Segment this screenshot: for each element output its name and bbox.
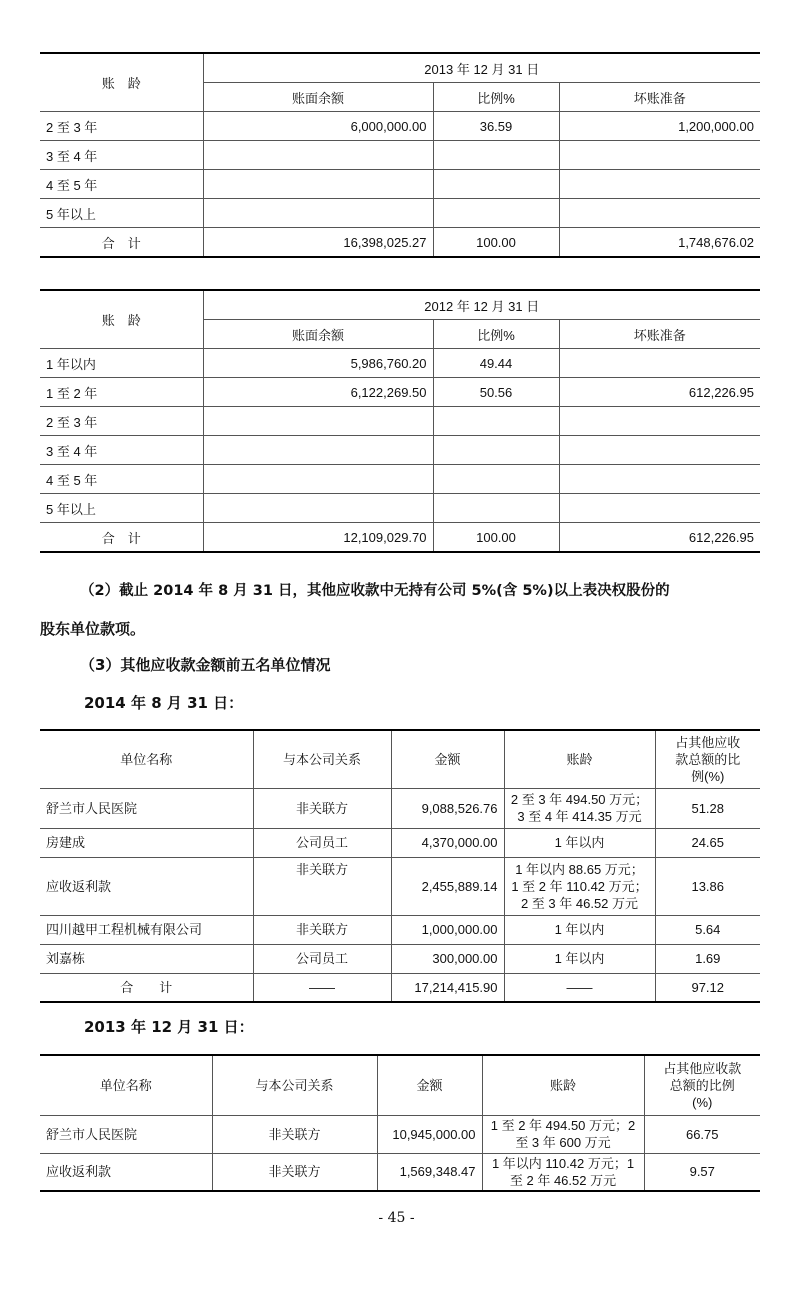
top5-table-2013: [40, 1054, 760, 1192]
row-ratio: 24.65: [655, 828, 760, 857]
row-provision: [559, 349, 760, 378]
row-ratio: [433, 170, 559, 199]
row-age: 4 至 5 年: [40, 465, 203, 494]
header-provision: 坏账准备: [559, 320, 760, 349]
row-age-line: 至 3 年 600 万元: [515, 1135, 611, 1150]
row-balance: 5,986,760.20: [203, 349, 433, 378]
aging-table-2012: [40, 289, 760, 553]
row-name: 舒兰市人民医院: [40, 1115, 212, 1153]
row-name: 房建成: [40, 828, 253, 857]
total-ratio: 100.00: [433, 523, 559, 553]
row-age: 5 年以上: [40, 494, 203, 523]
row-relation: 非关联方: [253, 857, 391, 915]
row-ratio: 50.56: [433, 378, 559, 407]
row-name: 刘嘉栋: [40, 944, 253, 973]
total-label: 合 计: [101, 235, 141, 251]
row-ratio: 5.64: [655, 915, 760, 944]
row-amount: 10,945,000.00: [377, 1115, 482, 1153]
row-age-line: 2 至 3 年 494.50 万元；: [510, 792, 649, 807]
table-row: [40, 494, 760, 523]
header-name: 单位名称: [40, 1055, 212, 1115]
row-age-line: 1 至 2 年 110.42 万元；: [511, 878, 648, 894]
paragraph-2-line2: 股东单位款项。: [40, 620, 146, 638]
row-age: 1 年以内: [504, 944, 655, 973]
row-balance: [203, 170, 433, 199]
row-relation: 非关联方: [253, 915, 391, 944]
header-ratio-line: 占其他应收款: [663, 1060, 742, 1076]
paragraph-3: （3）其他应收款金额前五名单位情况: [80, 656, 331, 674]
total-row: [40, 228, 760, 258]
date-heading-2014: 2014 年 8 月 31 日：: [84, 694, 244, 712]
row-amount: 4,370,000.00: [391, 828, 504, 857]
header-ratio: 比例%: [433, 83, 559, 112]
row-provision: [559, 407, 760, 436]
row-age-line: 3 至 4 年 414.35 万元: [517, 809, 642, 824]
table-row: [40, 349, 760, 378]
header-name: 单位名称: [40, 730, 253, 788]
page-number: - 45 -: [378, 1210, 415, 1226]
total-label: 合 计: [101, 530, 141, 546]
table-row: [40, 857, 760, 915]
header-age: 账龄: [504, 730, 655, 788]
table-row: [40, 141, 760, 170]
total-provision: 612,226.95: [559, 523, 760, 553]
row-ratio: [433, 465, 559, 494]
row-ratio: 49.44: [433, 349, 559, 378]
row-balance: [203, 494, 433, 523]
row-age: 3 至 4 年: [40, 141, 203, 170]
row-age: 4 至 5 年: [40, 170, 203, 199]
table-row: [40, 436, 760, 465]
row-age: 1 至 2 年: [40, 378, 203, 407]
row-ratio: [433, 494, 559, 523]
row-age: 3 至 4 年: [40, 436, 203, 465]
paragraph-2-line1: （2）截止 2014 年 8 月 31 日，其他应收款中无持有公司 5%(含 5%)以上表决权股份的: [80, 583, 670, 599]
row-provision: [559, 436, 760, 465]
row-relation: 公司员工: [253, 944, 391, 973]
table-row: [40, 788, 760, 828]
table-row: [40, 170, 760, 199]
header-amount: 金额: [391, 730, 504, 788]
row-balance: [203, 465, 433, 494]
row-ratio: 13.86: [655, 857, 760, 915]
header-balance: 账面余额: [203, 320, 433, 349]
row-balance: [203, 141, 433, 170]
header-ratio: [655, 730, 760, 788]
table-row: [40, 828, 760, 857]
row-age: 2 至 3 年: [40, 407, 203, 436]
row-balance: [203, 407, 433, 436]
row-provision: [559, 141, 760, 170]
row-amount: 1,569,348.47: [377, 1153, 482, 1191]
total-ratio: 97.12: [655, 973, 760, 1002]
row-name: 舒兰市人民医院: [40, 788, 253, 828]
row-name: 应收返利款: [40, 857, 253, 915]
header-relation: 与本公司关系: [212, 1055, 377, 1115]
header-ratio-line: 款总额的比: [675, 751, 741, 767]
total-row: [40, 523, 760, 553]
row-ratio: [433, 199, 559, 228]
header-age: 账龄: [482, 1055, 644, 1115]
row-provision: [559, 494, 760, 523]
row-relation: 非关联方: [212, 1115, 377, 1153]
row-amount: 9,088,526.76: [391, 788, 504, 828]
header-date: 2013 年 12 月 31 日: [203, 53, 760, 83]
total-label: 合 计: [40, 973, 253, 1002]
table-row: [40, 112, 760, 141]
table-row: [40, 378, 760, 407]
row-age: 1 年以内: [504, 828, 655, 857]
row-relation: 非关联方: [253, 788, 391, 828]
row-age: 1 年以内: [40, 349, 203, 378]
header-ratio: [644, 1055, 760, 1115]
row-ratio: 51.28: [655, 788, 760, 828]
row-relation: 非关联方: [212, 1153, 377, 1191]
row-age: [482, 1153, 644, 1191]
header-ratio: 比例%: [433, 320, 559, 349]
row-relation: 公司员工: [253, 828, 391, 857]
row-ratio: [433, 141, 559, 170]
header-date: 2012 年 12 月 31 日: [203, 290, 760, 320]
header-provision: 坏账准备: [559, 83, 760, 112]
table-row: [40, 465, 760, 494]
row-age-line: 至 2 年 46.52 万元: [509, 1172, 617, 1188]
row-balance: 6,122,269.50: [203, 378, 433, 407]
row-age: [504, 788, 655, 828]
row-age-line: 1 至 2 年 494.50 万元；2: [490, 1118, 636, 1133]
total-relation: ——: [253, 973, 391, 1002]
total-age: ——: [504, 973, 655, 1002]
header-age: 账 龄: [40, 290, 203, 349]
row-age-line: 1 年以内 110.42 万元；1: [491, 1155, 635, 1171]
row-provision: [559, 199, 760, 228]
header-ratio-line: (%): [692, 1094, 713, 1110]
row-name: 四川越甲工程机械有限公司: [40, 915, 253, 944]
header-ratio-line: 总额的比例: [669, 1077, 735, 1093]
header-relation: 与本公司关系: [253, 730, 391, 788]
total-provision: 1,748,676.02: [559, 228, 760, 258]
row-provision: 612,226.95: [559, 378, 760, 407]
row-age-line: 1 年以内 88.65 万元；: [515, 861, 644, 877]
row-age: [482, 1115, 644, 1153]
row-ratio: 1.69: [655, 944, 760, 973]
table-row: [40, 407, 760, 436]
table-row: [40, 944, 760, 973]
row-ratio: [433, 407, 559, 436]
row-age: 5 年以上: [40, 199, 203, 228]
row-provision: [559, 465, 760, 494]
date-heading-2013: 2013 年 12 月 31 日：: [84, 1018, 254, 1036]
row-age-line: 2 至 3 年 46.52 万元: [520, 895, 639, 911]
row-age: 1 年以内: [504, 915, 655, 944]
row-ratio: 9.57: [644, 1153, 760, 1191]
row-ratio: 36.59: [433, 112, 559, 141]
header-balance: 账面余额: [203, 83, 433, 112]
total-ratio: 100.00: [433, 228, 559, 258]
total-row: [40, 973, 760, 1002]
top5-table-2014: [40, 729, 760, 1003]
row-balance: [203, 199, 433, 228]
table-row: [40, 1115, 760, 1153]
table-row: [40, 199, 760, 228]
header-amount: 金额: [377, 1055, 482, 1115]
table-row: [40, 915, 760, 944]
row-age: 2 至 3 年: [40, 112, 203, 141]
total-amount: 17,214,415.90: [391, 973, 504, 1002]
aging-table-2013: [40, 52, 760, 258]
row-name: 应收返利款: [40, 1153, 212, 1191]
header-ratio-line: 例(%): [691, 768, 725, 784]
row-ratio: 66.75: [644, 1115, 760, 1153]
row-amount: 1,000,000.00: [391, 915, 504, 944]
row-age: [504, 857, 655, 915]
row-amount: 300,000.00: [391, 944, 504, 973]
row-provision: [559, 170, 760, 199]
row-ratio: [433, 436, 559, 465]
row-balance: [203, 436, 433, 465]
header-age: 账 龄: [40, 53, 203, 112]
total-balance: 12,109,029.70: [203, 523, 433, 553]
row-amount: 2,455,889.14: [391, 857, 504, 915]
header-ratio-line: 占其他应收: [675, 734, 741, 750]
table-row: [40, 1153, 760, 1191]
total-balance: 16,398,025.27: [203, 228, 433, 258]
row-balance: 6,000,000.00: [203, 112, 433, 141]
row-provision: 1,200,000.00: [559, 112, 760, 141]
